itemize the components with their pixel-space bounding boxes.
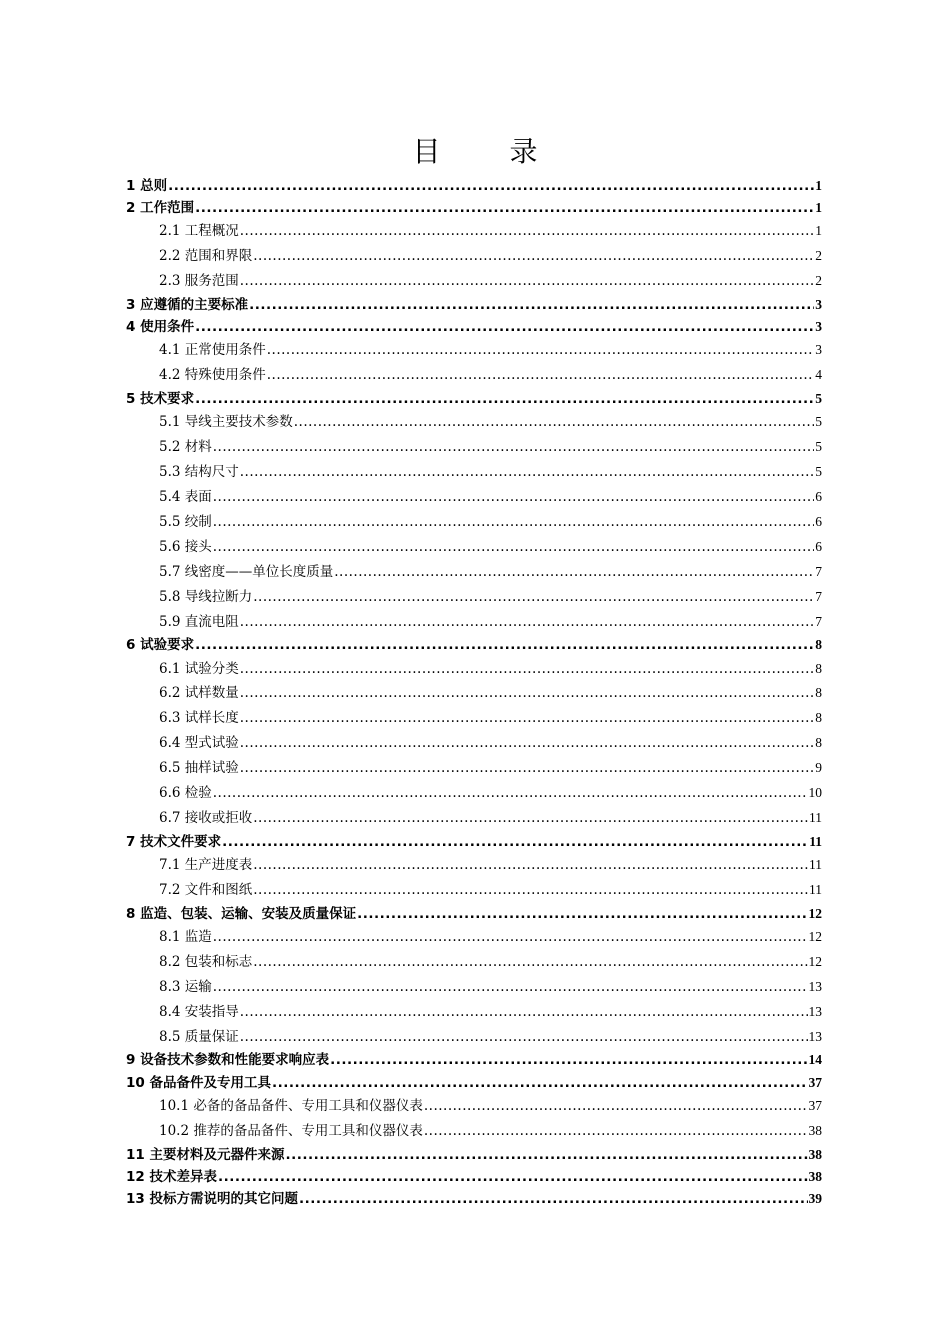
toc-entry[interactable] bbox=[126, 831, 822, 853]
toc-entry-label: 6.6 检验 bbox=[159, 785, 212, 802]
toc-entry-label: 6.4 型式试验 bbox=[159, 735, 239, 752]
toc-page-number: 6 bbox=[815, 489, 822, 505]
toc-entry-label: 11 主要材料及元器件来源 bbox=[126, 1146, 285, 1163]
toc-entry-label: 6.2 试样数量 bbox=[159, 685, 239, 702]
toc-subentry[interactable] bbox=[126, 1094, 822, 1119]
toc-page-number: 12 bbox=[808, 928, 822, 944]
toc-subentry[interactable] bbox=[126, 925, 822, 950]
toc-page-number: 38 bbox=[808, 1146, 822, 1162]
toc-entry[interactable] bbox=[126, 903, 822, 925]
toc-entry[interactable] bbox=[126, 294, 822, 316]
dot-leader bbox=[213, 485, 814, 510]
dot-leader bbox=[299, 1188, 808, 1210]
toc-entry-label: 13 投标方需说明的其它问题 bbox=[126, 1190, 298, 1207]
toc-page-number: 11 bbox=[809, 881, 822, 897]
dot-leader bbox=[213, 535, 814, 560]
dot-leader bbox=[253, 950, 807, 975]
toc-entry-label: 6.7 接收或拒收 bbox=[159, 809, 253, 826]
toc-page-number: 5 bbox=[815, 414, 822, 430]
toc-subentry[interactable] bbox=[126, 585, 822, 610]
toc-page-number: 11 bbox=[809, 833, 822, 849]
table-of-contents bbox=[126, 175, 822, 1210]
toc-entry-label: 5.7 线密度——单位长度质量 bbox=[159, 563, 334, 580]
toc-entry[interactable] bbox=[126, 1049, 822, 1071]
toc-entry-label: 5.1 导线主要技术参数 bbox=[159, 414, 293, 431]
toc-entry-label: 5.3 结构尺寸 bbox=[159, 464, 239, 481]
toc-subentry[interactable] bbox=[126, 410, 822, 435]
toc-entry-label: 4 使用条件 bbox=[126, 319, 195, 336]
dot-leader bbox=[253, 853, 808, 878]
toc-subentry[interactable] bbox=[126, 435, 822, 460]
toc-entry-label: 5.4 表面 bbox=[159, 489, 212, 506]
dot-leader bbox=[213, 435, 814, 460]
toc-entry-label: 7 技术文件要求 bbox=[126, 833, 222, 850]
dot-leader bbox=[424, 1094, 808, 1119]
toc-subentry[interactable] bbox=[126, 975, 822, 1000]
dot-leader bbox=[357, 903, 807, 925]
toc-entry-label: 5.5 绞制 bbox=[159, 513, 212, 530]
toc-entry-label: 6.1 试验分类 bbox=[159, 660, 239, 677]
toc-page-number: 2 bbox=[815, 248, 822, 264]
toc-entry[interactable] bbox=[126, 175, 822, 197]
toc-page-number: 1 bbox=[815, 223, 822, 239]
toc-page-number: 38 bbox=[808, 1168, 822, 1184]
toc-subentry[interactable] bbox=[126, 878, 822, 903]
toc-page-number: 8 bbox=[815, 660, 822, 676]
toc-page-number: 8 bbox=[815, 710, 822, 726]
toc-entry-label: 4.1 正常使用条件 bbox=[159, 342, 266, 359]
dot-leader bbox=[253, 806, 808, 831]
toc-page-number: 9 bbox=[815, 760, 822, 776]
toc-entry-label: 3 应遵循的主要标准 bbox=[126, 297, 249, 314]
toc-page-number: 13 bbox=[808, 978, 822, 994]
toc-subentry[interactable] bbox=[126, 244, 822, 269]
toc-page-number: 1 bbox=[815, 178, 822, 193]
toc-subentry[interactable] bbox=[126, 1119, 822, 1144]
toc-page-number: 37 bbox=[808, 1074, 822, 1090]
toc-entry-label: 8.5 质量保证 bbox=[159, 1028, 239, 1045]
dot-leader bbox=[240, 1000, 808, 1025]
dot-leader bbox=[253, 244, 814, 269]
toc-subentry[interactable] bbox=[126, 731, 822, 756]
toc-entry[interactable] bbox=[126, 634, 822, 656]
dot-leader bbox=[267, 363, 814, 388]
toc-page-number: 8 bbox=[815, 637, 822, 653]
toc-entry-label: 5.8 导线拉断力 bbox=[159, 588, 253, 605]
toc-subentry[interactable] bbox=[126, 485, 822, 510]
dot-leader bbox=[213, 925, 808, 950]
toc-entry[interactable] bbox=[126, 1144, 822, 1166]
toc-entry-label: 2 工作范围 bbox=[126, 200, 195, 217]
toc-entry-label: 5.2 材料 bbox=[159, 439, 212, 456]
toc-page-number: 10 bbox=[808, 785, 822, 801]
dot-leader bbox=[240, 1025, 808, 1050]
dot-leader bbox=[240, 610, 814, 635]
toc-page-number: 13 bbox=[808, 1028, 822, 1044]
toc-page-number: 39 bbox=[808, 1190, 822, 1206]
toc-entry-label: 5 技术要求 bbox=[126, 391, 195, 408]
toc-entry[interactable] bbox=[126, 1188, 822, 1210]
toc-entry-label: 7.1 生产进度表 bbox=[159, 857, 253, 874]
dot-leader bbox=[330, 1049, 807, 1071]
toc-entry-label: 10.2 推荐的备品备件、专用工具和仪器仪表 bbox=[159, 1122, 423, 1139]
dot-leader bbox=[240, 756, 814, 781]
dot-leader bbox=[240, 460, 814, 485]
dot-leader bbox=[240, 269, 814, 294]
dot-leader bbox=[294, 410, 814, 435]
toc-page-number: 12 bbox=[808, 953, 822, 969]
toc-entry[interactable] bbox=[126, 197, 822, 219]
toc-subentry[interactable] bbox=[126, 1025, 822, 1050]
dot-leader bbox=[267, 338, 814, 363]
toc-page-number: 12 bbox=[808, 905, 822, 921]
toc-subentry[interactable] bbox=[126, 1000, 822, 1025]
toc-entry-label: 6 试验要求 bbox=[126, 637, 195, 654]
toc-entry-label: 7.2 文件和图纸 bbox=[159, 881, 253, 898]
dot-leader bbox=[195, 316, 814, 338]
toc-page-number: 13 bbox=[808, 1003, 822, 1019]
toc-entry-label: 6.3 试样长度 bbox=[159, 710, 239, 727]
toc-entry-label: 5.9 直流电阻 bbox=[159, 613, 239, 630]
toc-page-number: 8 bbox=[815, 685, 822, 701]
toc-page-number: 38 bbox=[808, 1122, 822, 1138]
toc-entry-label: 5.6 接头 bbox=[159, 538, 212, 555]
toc-subentry[interactable] bbox=[126, 781, 822, 806]
toc-subentry[interactable] bbox=[126, 610, 822, 635]
dot-leader bbox=[218, 1166, 808, 1188]
dot-leader bbox=[240, 706, 814, 731]
dot-leader bbox=[213, 781, 808, 806]
dot-leader bbox=[240, 681, 814, 706]
dot-leader bbox=[272, 1072, 808, 1094]
toc-page-number: 5 bbox=[815, 439, 822, 455]
toc-subentry[interactable] bbox=[126, 657, 822, 682]
toc-page-number: 14 bbox=[808, 1052, 822, 1068]
dot-leader bbox=[334, 560, 814, 585]
toc-subentry[interactable] bbox=[126, 460, 822, 485]
toc-entry-label: 12 技术差异表 bbox=[126, 1168, 217, 1185]
dot-leader bbox=[195, 197, 814, 219]
toc-entry-label: 2.1 工程概况 bbox=[159, 223, 239, 240]
dot-leader bbox=[195, 634, 814, 656]
toc-page-number: 6 bbox=[815, 538, 822, 554]
toc-entry-label: 1 总则 bbox=[126, 178, 168, 194]
toc-page-number: 7 bbox=[815, 563, 822, 579]
toc-page-number: 3 bbox=[815, 342, 822, 358]
dot-leader bbox=[168, 175, 814, 197]
page-title: 目 录 bbox=[412, 135, 568, 168]
toc-entry-label: 2.2 范围和界限 bbox=[159, 248, 253, 265]
toc-page-number: 1 bbox=[815, 200, 822, 216]
toc-entry-label: 4.2 特殊使用条件 bbox=[159, 367, 266, 384]
toc-entry-label: 2.3 服务范围 bbox=[159, 273, 239, 290]
toc-entry[interactable] bbox=[126, 316, 822, 338]
toc-subentry[interactable] bbox=[126, 269, 822, 294]
toc-subentry[interactable] bbox=[126, 219, 822, 244]
dot-leader bbox=[240, 731, 814, 756]
dot-leader bbox=[213, 510, 814, 535]
toc-entry-label: 8.4 安装指导 bbox=[159, 1003, 239, 1020]
dot-leader bbox=[222, 831, 808, 853]
dot-leader bbox=[213, 975, 808, 1000]
toc-page-number: 5 bbox=[815, 464, 822, 480]
toc-page-number: 11 bbox=[809, 809, 822, 825]
toc-page-number: 5 bbox=[815, 391, 822, 407]
toc-subentry[interactable] bbox=[126, 363, 822, 388]
dot-leader bbox=[286, 1144, 808, 1166]
toc-subentry[interactable] bbox=[126, 950, 822, 975]
toc-entry-label: 10 备品备件及专用工具 bbox=[126, 1074, 271, 1091]
toc-entry-label: 8.3 运输 bbox=[159, 978, 212, 995]
toc-entry[interactable] bbox=[126, 1166, 822, 1188]
dot-leader bbox=[249, 294, 814, 316]
dot-leader bbox=[424, 1119, 808, 1144]
toc-entry-label: 9 设备技术参数和性能要求响应表 bbox=[126, 1052, 330, 1069]
toc-page-number: 6 bbox=[815, 513, 822, 529]
toc-subentry[interactable] bbox=[126, 853, 822, 878]
toc-entry-label: 8 监造、包装、运输、安装及质量保证 bbox=[126, 905, 357, 922]
toc-entry-label: 8.1 监造 bbox=[159, 928, 212, 945]
toc-subentry[interactable] bbox=[126, 681, 822, 706]
dot-leader bbox=[240, 657, 814, 682]
toc-page-number: 4 bbox=[815, 367, 822, 383]
toc-page-number: 7 bbox=[815, 588, 822, 604]
toc-entry[interactable] bbox=[126, 388, 822, 410]
toc-entry[interactable] bbox=[126, 1072, 822, 1094]
toc-page-number: 3 bbox=[815, 297, 822, 313]
toc-page-number: 37 bbox=[808, 1097, 822, 1113]
toc-subentry[interactable] bbox=[126, 338, 822, 363]
toc-page-number: 11 bbox=[809, 857, 822, 873]
dot-leader bbox=[195, 388, 814, 410]
toc-subentry[interactable] bbox=[126, 806, 822, 831]
toc-page-number: 8 bbox=[815, 735, 822, 751]
toc-entry-label: 10.1 必备的备品备件、专用工具和仪器仪表 bbox=[159, 1097, 423, 1114]
toc-subentry[interactable] bbox=[126, 706, 822, 731]
toc-subentry[interactable] bbox=[126, 756, 822, 781]
toc-page-number: 3 bbox=[815, 319, 822, 335]
toc-subentry[interactable] bbox=[126, 510, 822, 535]
toc-entry-label: 8.2 包装和标志 bbox=[159, 953, 253, 970]
dot-leader bbox=[253, 585, 814, 610]
toc-page-number: 7 bbox=[815, 613, 822, 629]
toc-page-number: 2 bbox=[815, 273, 822, 289]
toc-subentry[interactable] bbox=[126, 535, 822, 560]
toc-entry-label: 6.5 抽样试验 bbox=[159, 760, 239, 777]
dot-leader bbox=[253, 878, 808, 903]
dot-leader bbox=[240, 219, 814, 244]
toc-subentry[interactable] bbox=[126, 560, 822, 585]
